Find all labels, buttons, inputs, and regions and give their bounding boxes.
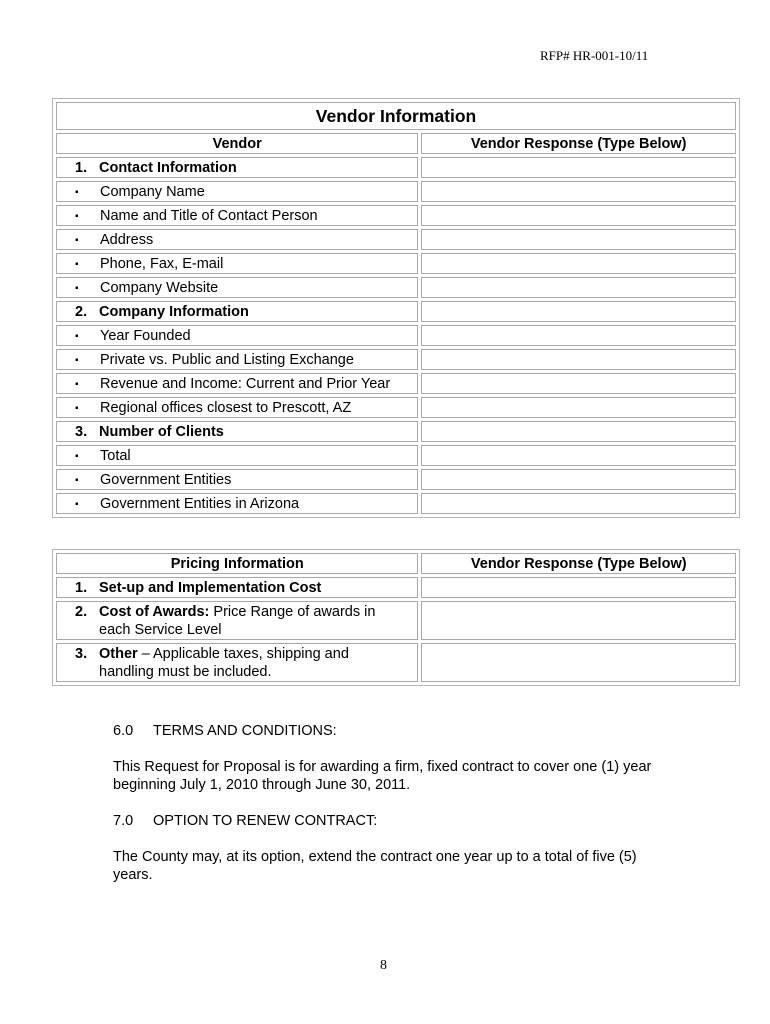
vendor-item-cell <box>56 205 418 226</box>
bullet-icon: ▪ <box>75 258 79 270</box>
table-row <box>56 469 736 490</box>
table-row <box>56 205 736 226</box>
section-body <box>113 848 693 884</box>
section-number: 7.0 <box>113 813 134 829</box>
section-body <box>113 758 693 794</box>
table-row <box>56 493 736 514</box>
section-heading: OPTION TO RENEW CONTRACT: <box>153 813 378 829</box>
vendor-column-header: Vendor <box>56 133 418 154</box>
vendor-item-cell <box>56 325 418 346</box>
item-description-continued: each Service Level <box>99 621 222 638</box>
vendor-item-cell <box>56 229 418 250</box>
table-row <box>56 397 736 418</box>
section-body-line: The County may, at its option, extend the contract one year up to a total of five (5) <box>113 849 637 865</box>
pricing-item-cell <box>56 601 418 640</box>
table-row <box>56 181 736 202</box>
item-number: 2. <box>75 603 88 620</box>
section-body-line: years. <box>113 867 153 883</box>
vendor-item-cell <box>56 349 418 370</box>
bullet-icon: ▪ <box>75 450 79 462</box>
item-number: 2. <box>75 303 88 320</box>
item-label: Company Information <box>99 303 249 320</box>
item-label: Cost of Awards: <box>99 603 210 620</box>
vendor-response-field[interactable] <box>421 493 736 514</box>
table-row <box>56 157 736 178</box>
section-body-line: This Request for Proposal is for awarding a firm, fixed contract to cover one (1) year <box>113 759 652 775</box>
table-row <box>56 229 736 250</box>
item-number: 3. <box>75 645 88 662</box>
vendor-response-field[interactable] <box>421 181 736 202</box>
vendor-response-column-header: Vendor Response (Type Below) <box>421 133 736 154</box>
vendor-table-title: Vendor Information <box>56 102 736 130</box>
bullet-icon: ▪ <box>75 378 79 390</box>
item-description: Price Range of awards in <box>209 603 376 620</box>
vendor-item-cell <box>56 253 418 274</box>
vendor-response-field[interactable] <box>421 349 736 370</box>
pricing-column-header: Pricing Information <box>56 553 418 574</box>
bullet-icon: ▪ <box>75 186 79 198</box>
vendor-item-cell <box>56 157 418 178</box>
vendor-response-field[interactable] <box>421 205 736 226</box>
item-label: Company Name <box>100 183 205 200</box>
item-label: Other <box>99 645 138 662</box>
vendor-response-field[interactable] <box>421 157 736 178</box>
item-description: – Applicable taxes, shipping and <box>137 645 349 662</box>
item-label: Address <box>100 231 154 248</box>
pricing-response-column-header: Vendor Response (Type Below) <box>421 553 736 574</box>
item-label: Set-up and Implementation Cost <box>99 579 322 596</box>
vendor-response-field[interactable] <box>421 643 736 682</box>
item-label: Number of Clients <box>99 423 224 440</box>
pricing-item-cell <box>56 577 418 598</box>
bullet-icon: ▪ <box>75 474 79 486</box>
vendor-item-cell <box>56 493 418 514</box>
item-label: Revenue and Income: Current and Prior Year <box>100 375 391 392</box>
vendor-response-field[interactable] <box>421 421 736 442</box>
item-label: Contact Information <box>99 159 237 176</box>
bullet-icon: ▪ <box>75 210 79 222</box>
vendor-item-cell <box>56 277 418 298</box>
vendor-response-field[interactable] <box>421 253 736 274</box>
bullet-icon: ▪ <box>75 330 79 342</box>
vendor-item-cell <box>56 445 418 466</box>
item-label: Total <box>100 447 131 464</box>
item-label: Phone, Fax, E-mail <box>100 255 224 272</box>
vendor-response-field[interactable] <box>421 277 736 298</box>
section-option-to-renew <box>113 812 693 884</box>
item-label: Private vs. Public and Listing Exchange <box>100 351 354 368</box>
pricing-information-table <box>52 549 740 686</box>
table-row <box>56 577 736 598</box>
vendor-response-field[interactable] <box>421 601 736 640</box>
item-number: 3. <box>75 423 88 440</box>
item-label: Year Founded <box>100 327 191 344</box>
vendor-response-field[interactable] <box>421 445 736 466</box>
page-number: 8 <box>380 958 387 973</box>
vendor-item-cell <box>56 421 418 442</box>
table-row <box>56 421 736 442</box>
vendor-information-table <box>52 98 740 518</box>
table-row <box>56 253 736 274</box>
vendor-item-cell <box>56 397 418 418</box>
item-description-continued: handling must be included. <box>99 663 272 680</box>
section-body-line: beginning July 1, 2010 through June 30, 2011. <box>113 777 411 793</box>
table-row <box>56 277 736 298</box>
table-row <box>56 445 736 466</box>
table-row <box>56 301 736 322</box>
table-row <box>56 643 736 682</box>
vendor-response-field[interactable] <box>421 469 736 490</box>
vendor-response-field[interactable] <box>421 325 736 346</box>
table-row <box>56 373 736 394</box>
vendor-response-field[interactable] <box>421 229 736 250</box>
vendor-response-field[interactable] <box>421 301 736 322</box>
section-number: 6.0 <box>113 723 134 739</box>
item-number: 1. <box>75 159 88 176</box>
vendor-item-cell <box>56 469 418 490</box>
vendor-item-cell <box>56 181 418 202</box>
table-row <box>56 349 736 370</box>
table-row <box>56 601 736 640</box>
vendor-response-field[interactable] <box>421 397 736 418</box>
vendor-response-field[interactable] <box>421 577 736 598</box>
vendor-item-cell <box>56 301 418 322</box>
item-label: Name and Title of Contact Person <box>100 207 318 224</box>
item-label: Regional offices closest to Prescott, AZ <box>100 399 352 416</box>
item-label: Company Website <box>100 279 219 296</box>
section-terms-and-conditions <box>113 722 693 794</box>
item-label: Government Entities in Arizona <box>100 495 300 512</box>
vendor-item-cell <box>56 373 418 394</box>
bullet-icon: ▪ <box>75 234 79 246</box>
section-heading: TERMS AND CONDITIONS: <box>153 723 337 739</box>
item-label: Government Entities <box>100 471 232 488</box>
item-number: 1. <box>75 579 88 596</box>
pricing-item-cell <box>56 643 418 682</box>
bullet-icon: ▪ <box>75 402 79 414</box>
table-row <box>56 325 736 346</box>
bullet-icon: ▪ <box>75 282 79 294</box>
bullet-icon: ▪ <box>75 354 79 366</box>
vendor-response-field[interactable] <box>421 373 736 394</box>
bullet-icon: ▪ <box>75 498 79 510</box>
document-reference: RFP# HR-001-10/11 <box>540 48 649 63</box>
